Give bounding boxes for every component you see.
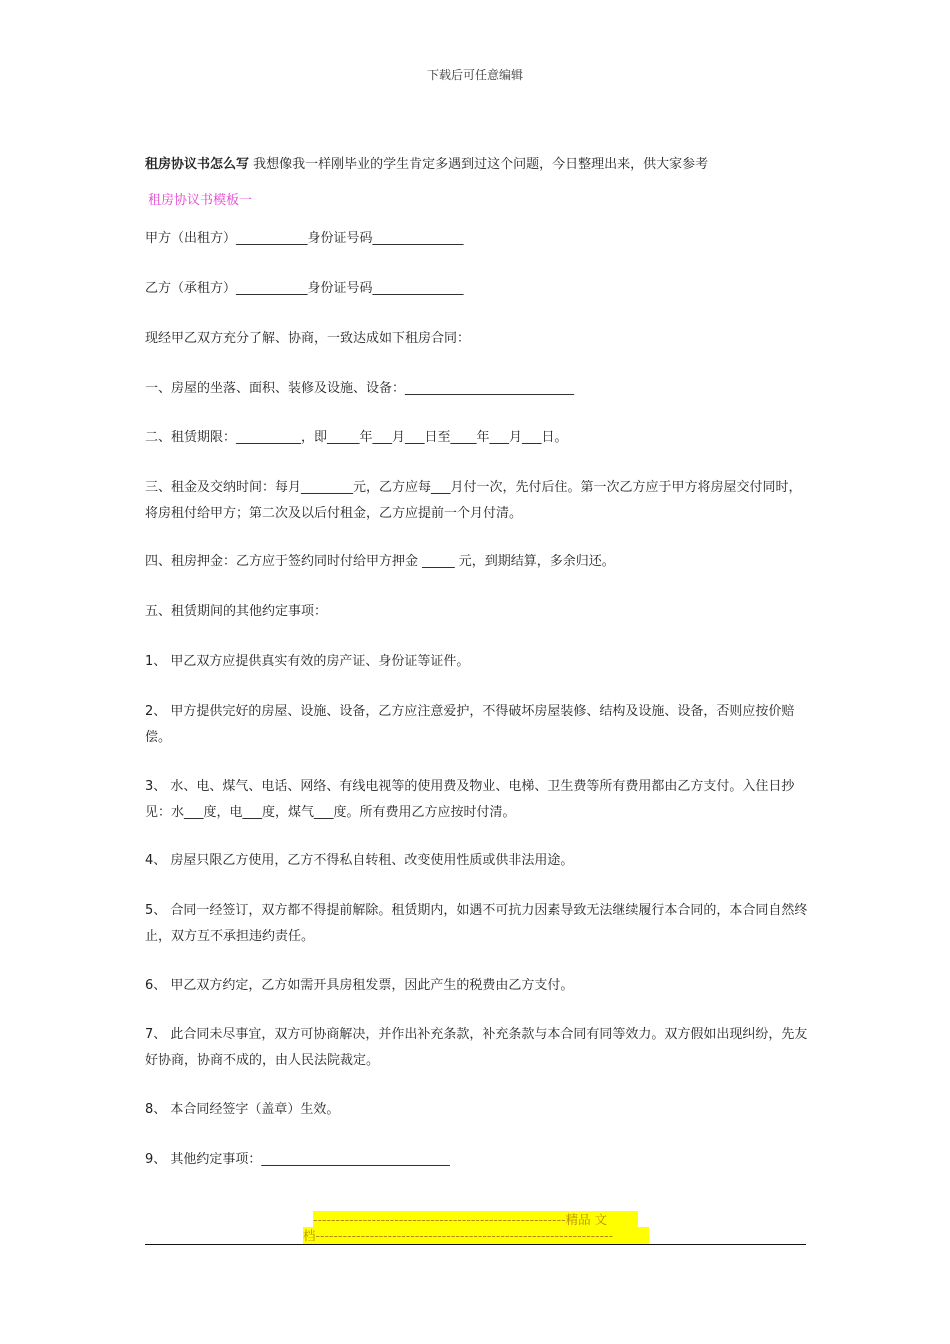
clause-1: 一、房屋的坐落、面积、装修及设施、设备：__________________________ [145,381,575,396]
item-2: 2、 甲方提供完好的房屋、设施、设备，乙方应注意爱护，不得破坏房屋装修、结构及设施、设备，否则应按价赔偿。 [145,704,795,745]
item-3: 3、 水、电、煤气、电话、网络、有线电视等的使用费及物业、电梯、卫生费等所有费用都由乙方支付。入住日抄见：水___度，电___度，煤气___度。所有费用乙方应按时付清。 [145,779,795,820]
preamble-line: 现经甲乙双方充分了解、协商，一致达成如下租房合同： [145,331,471,346]
header-note: 下载后可任意编辑 [426,68,523,82]
intro-line [145,152,708,178]
template-title: 租房协议书模板一 [148,193,253,208]
clause-3: 三、租金及交纳时间：每月________元，乙方应每___月付一次，先付后住。第一次乙方应于甲方将房屋交付同时，将房租付给甲方；第二次及以后付租金，乙方应提前一个月付清。 [145,480,802,521]
item-8: 8、 本合同经签字（盖章）生效。 [145,1102,340,1117]
footer-divider [145,1244,806,1245]
intro-title: 租房协议书怎么写 [145,157,250,172]
footer-highlight-line-2: 档------------------------------------------------------------------ [303,1227,649,1245]
item-7: 7、 此合同未尽事宜，双方可协商解决，并作出补充条款，补充条款与本合同有同等效力。双方假如出现纠纷，先友好协商，协商不成的，由人民法院裁定。 [145,1027,808,1068]
party-a-line: 甲方（出租方）___________身份证号码______________ [145,231,464,246]
footer-highlight-line-1: --------------------------------------------------------精品 文 [313,1211,638,1229]
item-6: 6、 甲乙双方约定，乙方如需开具房租发票，因此产生的税费由乙方支付。 [145,978,574,993]
clause-2: 二、租赁期限：__________，即_____年___月___日至____年___月___日。 [145,430,568,445]
party-b-line: 乙方（承租方）___________身份证号码______________ [145,281,464,296]
intro-text: 我想像我一样刚毕业的学生肯定多遇到过这个问题，今日整理出来，供大家参考 [249,157,709,172]
clause-4: 四、租房押金：乙方应于签约同时付给甲方押金 _____ 元，到期结算，多余归还。 [145,554,615,569]
item-9: 9、 其他约定事项：_____________________________ [145,1152,450,1167]
item-4: 4、 房屋只限乙方使用，乙方不得私自转租、改变使用性质或供非法用途。 [145,853,574,868]
item-1: 1、 甲乙双方应提供真实有效的房产证、身份证等证件。 [145,654,470,669]
item-5: 5、 合同一经签订，双方都不得提前解除。租赁期内，如遇不可抗力因素导致无法继续履行本合同的，本合同自然终止，双方互不承担违约责任。 [145,903,808,944]
clause-5: 五、租赁期间的其他约定事项： [145,604,328,619]
